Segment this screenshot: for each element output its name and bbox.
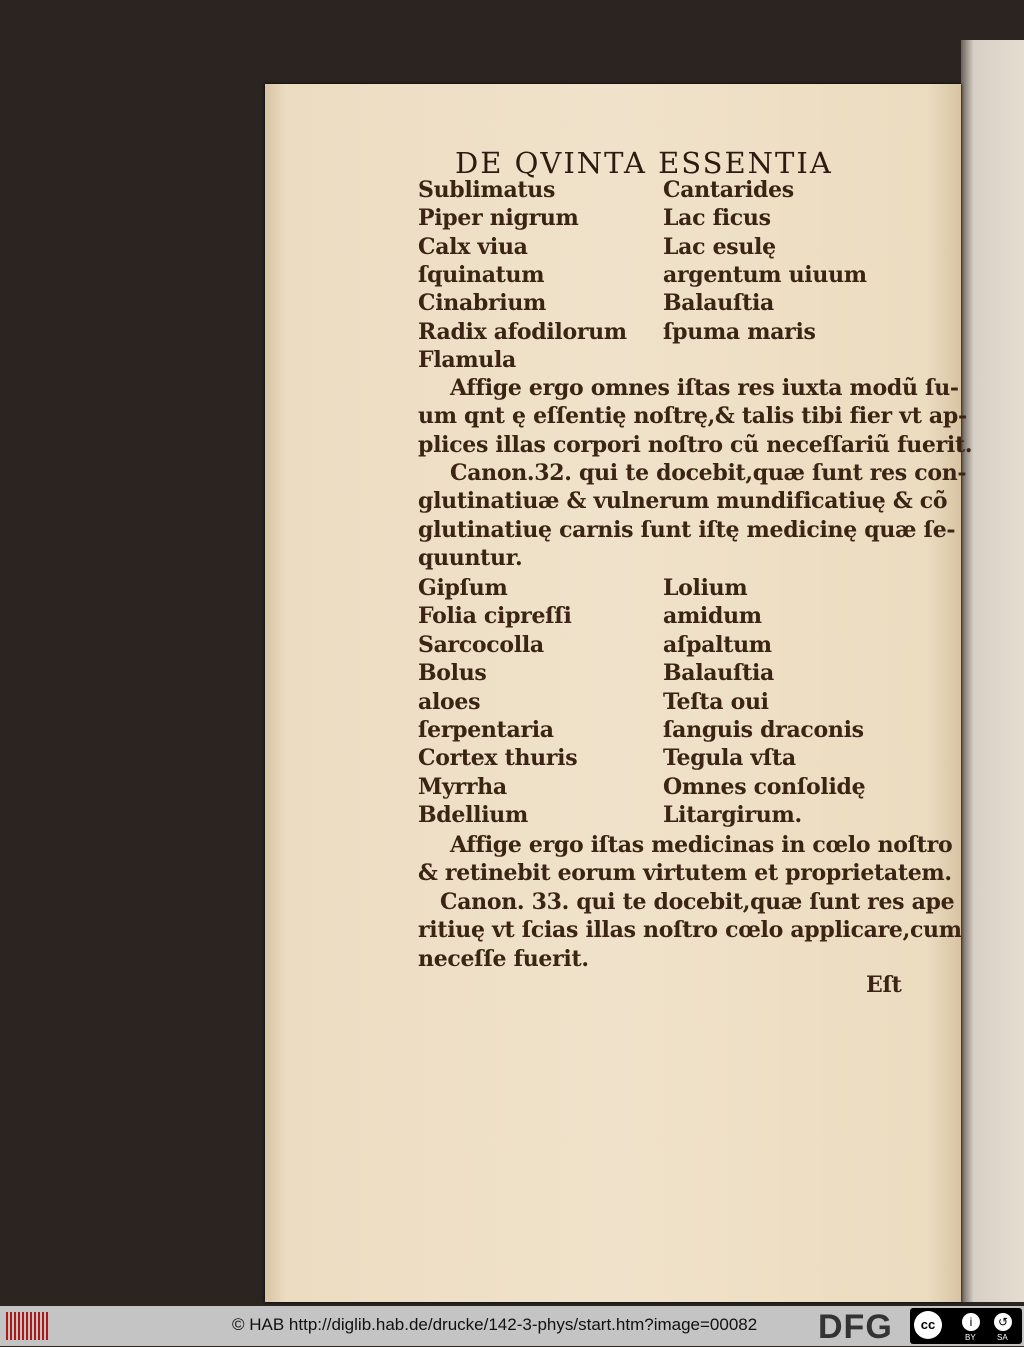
list-item: argentum uiuum [663,261,867,288]
text-line: Canon.32. qui te docebit,quæ ſunt res con- [450,460,967,486]
list-item: Flamula [418,346,517,373]
list-item: Lac ficus [663,205,771,232]
next-page-edge [961,40,1024,1302]
text-line: Affige ergo omnes iſtas res iuxta modũ ſu- [450,375,959,402]
text-line: glutinatiuæ & vulnerum mundificatiuę & cõ [418,488,948,515]
list-item: Litargirum. [663,802,802,829]
text-line: & retinebit eorum virtutem et proprietatem. [418,860,952,887]
list-item: Radix afodilorum [418,318,627,345]
text-line: plices illas corpori noſtro cũ neceſſariũ fuerit. [418,431,973,458]
by-icon: i [962,1313,980,1331]
text-line: neceſſe fuerit. [418,945,589,972]
list-item: ſquinatum [418,261,545,288]
list-item: Teſta oui [663,688,769,715]
list-item: aſpaltum [663,631,772,658]
list-item: Myrrha [418,773,507,800]
list-item: Lac esulę [663,233,776,260]
list-item: Calx viua [418,233,528,260]
sa-icon: ↺ [994,1313,1012,1331]
text-line: glutinatiuę carnis ſunt iſtę medicinę quæ ſe- [418,516,956,543]
list-item: Tegula vſta [663,745,796,772]
text-line: Canon. 33. qui te docebit,quæ ſunt res ape [440,888,955,915]
list-item: Sarcocolla [418,631,544,658]
list-item: Folia cipreſſi [418,603,572,630]
dfg-logo[interactable]: DFG [818,1308,893,1346]
list-item: Bdellium [418,802,528,829]
footer-bar [0,1306,1024,1346]
cc-icon: cc [914,1311,942,1339]
list-item: Bolus [418,660,487,687]
list-item: Omnes conſolidę [663,773,866,800]
hab-logo-icon[interactable] [6,1312,48,1340]
text-line: Affige ergo iſtas medicinas in cœlo noſtro [450,832,953,858]
catchword: Eſt [866,972,902,998]
text-line: um qnt ę eſſentię noſtrę,& talis tibi fier vt ap- [418,403,967,430]
text-line: quuntur. [418,544,523,571]
running-head: DE QVINTA ESSENTIA [455,146,833,180]
list-item: Balauſtia [663,290,774,317]
cc-license-badge[interactable] [910,1308,1022,1344]
list-item: Gipſum [418,575,508,601]
list-item: ſerpentaria [418,717,554,743]
list-item: ſpuma maris [663,318,816,345]
list-item: Cantarides [663,177,794,203]
list-item: Cortex thuris [418,745,578,772]
list-item: amidum [663,603,762,630]
sa-label: SA [997,1333,1008,1342]
list-item: ſanguis draconis [663,717,864,743]
text-line: ritiuę vt ſcias illas noſtro cœlo applicare,cum [418,917,962,944]
list-item: Piper nigrum [418,205,579,232]
list-item: Cinabrium [418,290,547,317]
credit-link[interactable]: © HAB http://diglib.hab.de/drucke/142-3-phys/start.htm?image=00082 [232,1315,758,1334]
list-item: Balauſtia [663,660,774,687]
list-item: aloes [418,688,481,715]
by-label: BY [965,1333,976,1342]
list-item: Lolium [663,575,748,601]
list-item: Sublimatus [418,177,556,203]
